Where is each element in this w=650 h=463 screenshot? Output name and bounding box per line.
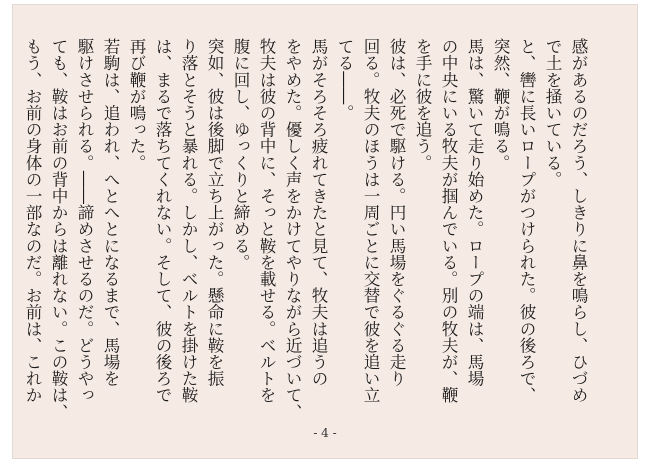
text-line-2: で土を掻いている。 xyxy=(543,38,562,188)
text-line-10: てる――。 xyxy=(335,38,354,121)
text-line-8: 彼は、必死で駆ける。円い馬場をぐるぐる走り xyxy=(387,38,406,387)
text-line-1: 感があるのだろう、しきりに鼻を鳴らし、ひづめ xyxy=(569,38,588,404)
text-line-4: 突然、鞭が鳴る。 xyxy=(491,38,510,171)
text-line-18: 再び鞭が鳴った。 xyxy=(127,38,146,171)
text-line-6: の中央にいる牧夫が掴んでいる。別の牧夫が、鞭 xyxy=(439,38,458,404)
text-line-17: は、まるで落ちてくれない。そして、彼の後ろで xyxy=(153,38,172,404)
text-line-21: ても、鞍はお前の背中からは離れない。この鞍は、 xyxy=(49,38,68,420)
text-line-12: をやめた。優しく声をかけてやりながら近づいて、 xyxy=(283,38,302,420)
text-line-7: を手に彼を追う。 xyxy=(413,38,432,171)
text-line-19: 若駒は、追われ、へとへとになるまで、馬場を xyxy=(101,38,120,387)
text-line-15: 突如、彼は後脚で立ち上がった。懸命に鞍を振 xyxy=(205,38,224,387)
text-line-13: 牧夫は彼の背中に、そっと鞍を載せる。ベルトを xyxy=(257,38,276,404)
text-line-3: と、轡に長いロープがつけられた。彼の後ろで、 xyxy=(517,38,536,404)
text-line-5: 馬は、驚いて走り始めた。ロープの端は、馬場 xyxy=(465,38,484,387)
book-page xyxy=(12,4,638,459)
text-line-14: 腹に回し、ゆっくりと締める。 xyxy=(231,38,250,271)
text-line-9: 回る。牧夫のほうは一周ごとに交替で彼を追い立 xyxy=(361,38,380,404)
text-line-20: 駆けさせられる。――諦めさせるのだ。どうやっ xyxy=(75,38,94,404)
text-line-22: もう、お前の身体の一部なのだ。お前は、これか xyxy=(23,38,42,404)
vertical-text-body xyxy=(23,38,591,420)
text-line-11: 馬がそろそろ疲れてきたと見て、牧夫は追うの xyxy=(309,38,328,387)
page-number: - 4 - xyxy=(313,426,337,440)
text-line-16: り落とそうと暴れる。しかし、ベルトを掛けた鞍 xyxy=(179,38,198,404)
